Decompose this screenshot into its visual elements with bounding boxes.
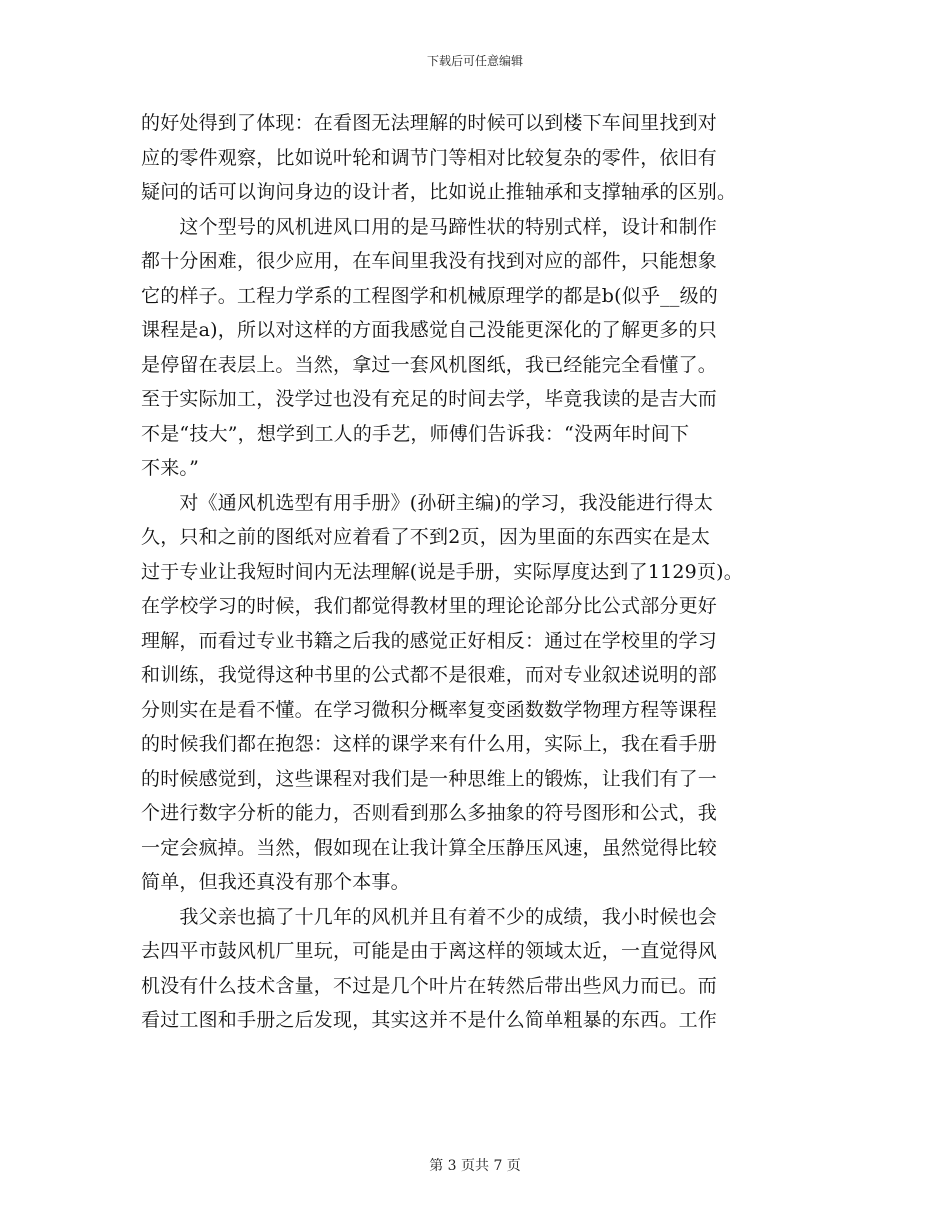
text-line: 简单，但我还真没有那个本事。 bbox=[141, 871, 410, 893]
text-line: 是停留在表层上。当然，拿过一套风机图纸，我已经能完全看懂了。 bbox=[141, 353, 718, 376]
text-line: 过于专业让我短时间内无法理解(说是手册，实际厚度达到了1129页)。 bbox=[141, 560, 743, 583]
text-line: 我父亲也搞了十几年的风机并且有着不少的成绩，我小时候也会 bbox=[141, 905, 718, 928]
text-line: 理解，而看过专业书籍之后我的感觉正好相反：通过在学校里的学习 bbox=[141, 629, 718, 652]
text-line: 疑问的话可以询问身边的设计者，比如说止推轴承和支撑轴承的区别。 bbox=[141, 181, 737, 203]
text-line: 它的样子。工程力学系的工程图学和机械原理学的都是b(似乎__级的 bbox=[141, 284, 718, 307]
text-line: 的时候感觉到，这些课程对我们是一种思维上的锻炼，让我们有了一 bbox=[141, 767, 718, 790]
page-number-footer: 第 3 页共 7 页 bbox=[429, 1158, 521, 1174]
text-line: 应的零件观察，比如说叶轮和调节门等相对比较复杂的零件，依旧有 bbox=[141, 146, 718, 169]
text-line: 看过工图和手册之后发现，其实这并不是什么简单粗暴的东西。工作 bbox=[141, 1009, 718, 1031]
text-line: 分则实在是看不懂。在学习微积分概率复变函数数学物理方程等课程 bbox=[141, 698, 718, 721]
text-line: 在学校学习的时候，我们都觉得教材里的理论论部分比公式部分更好 bbox=[141, 595, 718, 617]
text-line: 的时候我们都在抱怨：这样的课学来有什么用，实际上，我在看手册 bbox=[141, 733, 718, 755]
text-line: 都十分困难，很少应用，在车间里我没有找到对应的部件，只能想象 bbox=[141, 250, 718, 272]
text-line: 去四平市鼓风机厂里玩，可能是由于离这样的领域太近，一直觉得风 bbox=[141, 940, 718, 962]
text-line: 不来。” bbox=[141, 457, 200, 479]
text-line: 和训练，我觉得这种书里的公式都不是很难，而对专业叙述说明的部 bbox=[141, 664, 718, 686]
text-line: 不是“技大”，想学到工人的手艺，师傅们告诉我：“没两年时间下 bbox=[141, 422, 690, 445]
text-line: 一定会疯掉。当然，假如现在让我计算全压静压风速，虽然觉得比较 bbox=[141, 836, 718, 859]
text-line: 机没有什么技术含量，不过是几个叶片在转然后带出些风力而已。而 bbox=[141, 974, 718, 997]
text-line: 至于实际加工，没学过也没有充足的时间去学，毕竟我读的是吉大而 bbox=[141, 388, 718, 410]
text-line: 对《通风机选型有用手册》(孙研主编)的学习，我没能进行得太 bbox=[141, 491, 714, 514]
text-line: 久，只和之前的图纸对应着看了不到2页，因为里面的东西实在是太 bbox=[141, 526, 711, 548]
text-line: 课程是a)，所以对这样的方面我感觉自己没能更深化的了解更多的只 bbox=[141, 319, 717, 341]
page-header: 下载后可任意编辑 bbox=[426, 54, 523, 68]
text-line: 这个型号的风机进风口用的是马蹄性状的特别式样，设计和制作 bbox=[141, 215, 718, 238]
text-line: 个进行数字分析的能力，否则看到那么多抽象的符号图形和公式，我 bbox=[141, 802, 718, 824]
document-body bbox=[141, 106, 821, 1038]
text-line: 的好处得到了体现：在看图无法理解的时候可以到楼下车间里找到对 bbox=[141, 112, 718, 134]
